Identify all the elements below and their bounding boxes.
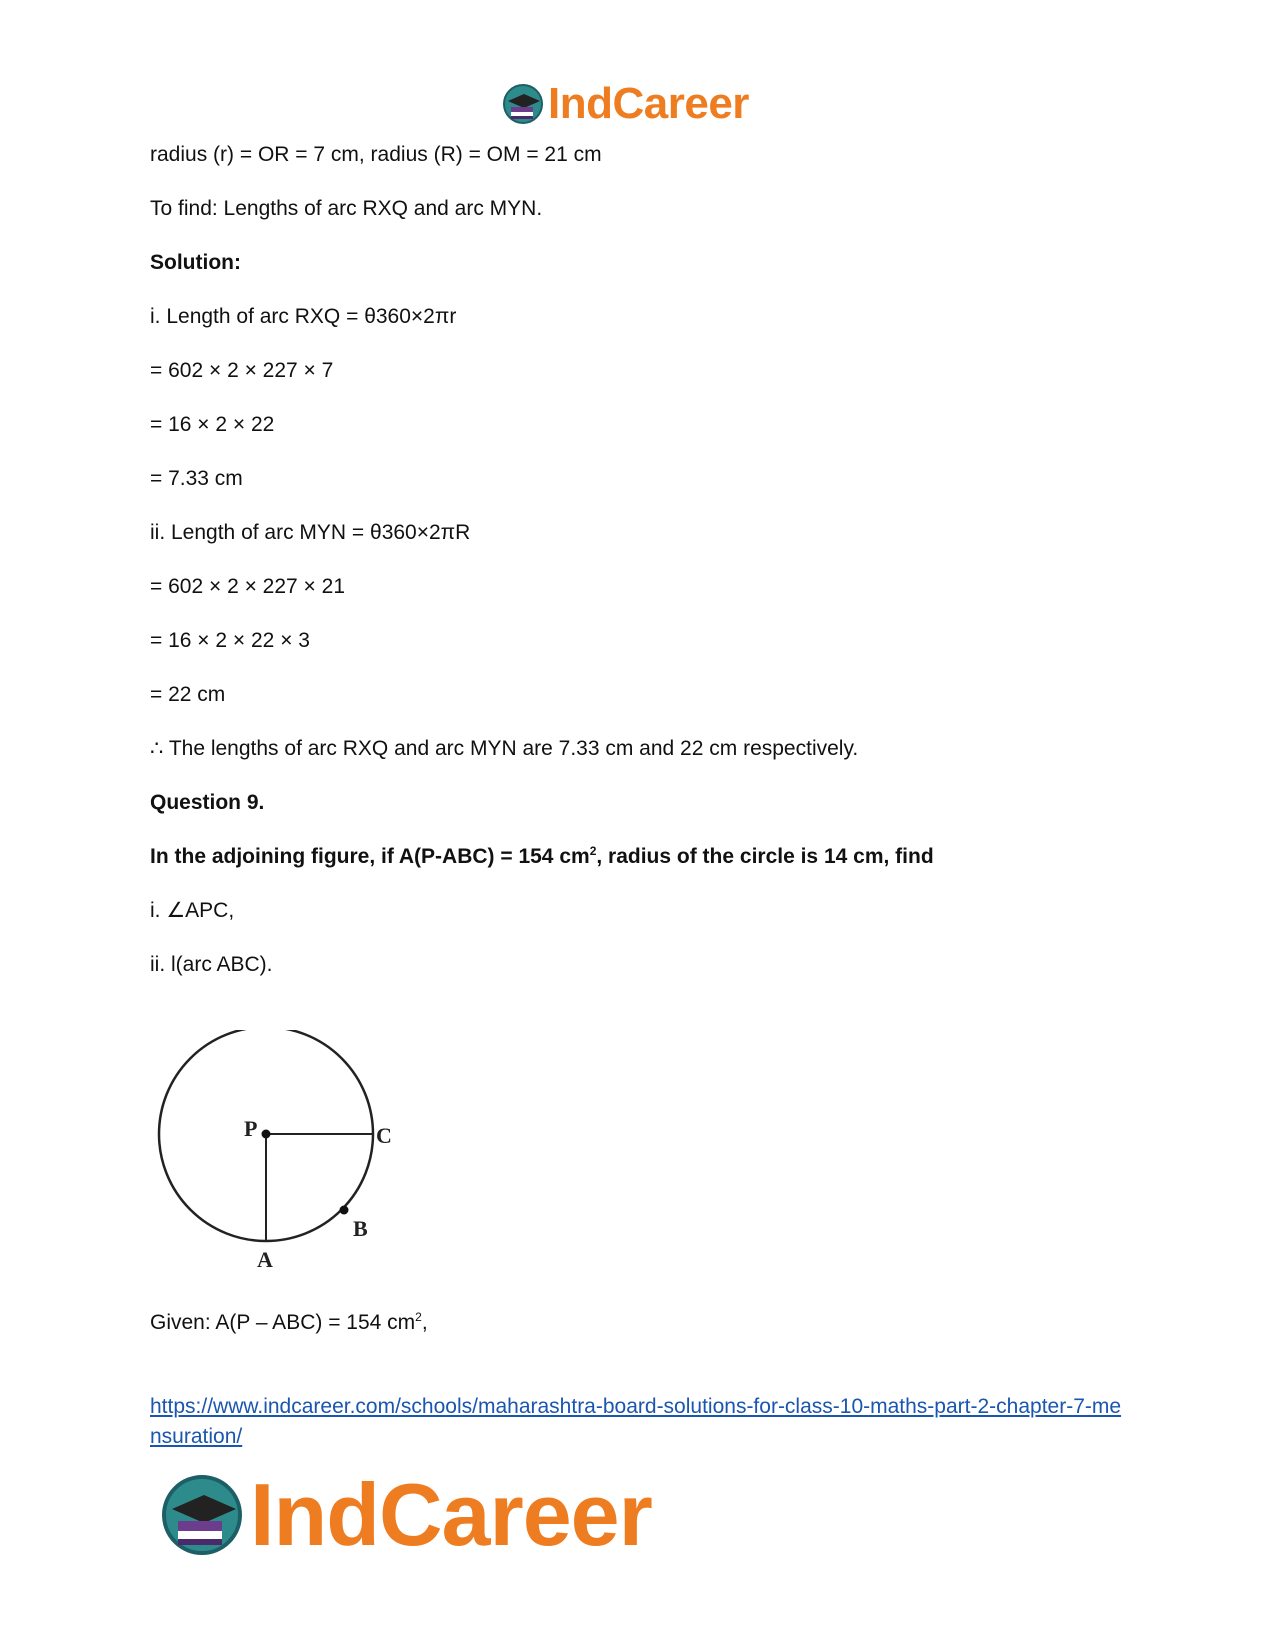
label-c: C (376, 1123, 392, 1148)
arc-myn-formula: ii. Length of arc MYN = θ360×2πR (150, 521, 471, 544)
arc-myn-step-1: = 602 × 2 × 227 × 21 (150, 575, 346, 598)
label-b: B (353, 1216, 368, 1241)
question-9-superscript: 2 (589, 844, 597, 858)
given-area-text: Given: A(P – ABC) = 154 cm (150, 1311, 416, 1334)
arc-rxq-step-1: = 602 × 2 × 227 × 7 (150, 359, 334, 382)
solution-heading: Solution: (150, 251, 241, 274)
given-area-comma: , (421, 1311, 428, 1334)
header-logo-text: IndCareer (548, 79, 749, 128)
question-9-part-ii: ii. l(arc ABC). (150, 953, 273, 976)
question-9-heading: Question 9. (150, 791, 265, 814)
label-p: P (244, 1116, 258, 1141)
question-9-part-i: i. ∠APC, (150, 899, 235, 922)
question-9-text (150, 844, 934, 870)
conclusion-line: ∴ The lengths of arc RXQ and arc MYN are 7.33 cm and 22 cm respectively. (150, 737, 859, 760)
footer-logo (160, 1465, 700, 1565)
indcareer-globe-icon (502, 83, 544, 125)
center-point-p (262, 1130, 271, 1139)
arc-rxq-step-2: = 16 × 2 × 22 (150, 413, 275, 436)
arc-myn-result: = 22 cm (150, 683, 226, 706)
arc-rxq-result: = 7.33 cm (150, 467, 243, 490)
label-a: A (257, 1247, 273, 1270)
header-logo (502, 80, 782, 128)
question-9-text-part-1: In the adjoining figure, if A(P-ABC) = 154 cm (150, 845, 590, 868)
footer-logo-text: IndCareer (250, 1465, 652, 1564)
source-link[interactable]: https://www.indcareer.com/schools/maharashtra-board-solutions-for-class-10-maths-part-2-chapter-7-mensuration/ (150, 1395, 1122, 1448)
given-area-superscript: 2 (415, 1310, 422, 1324)
to-find-line: To find: Lengths of arc RXQ and arc MYN. (150, 197, 543, 220)
given-area-line (150, 1310, 428, 1336)
question-9-text-part-2: , radius of the circle is 14 cm, find (596, 845, 934, 868)
arc-myn-step-2: = 16 × 2 × 22 × 3 (150, 629, 310, 652)
given-radius-line: radius (r) = OR = 7 cm, radius (R) = OM = 21 cm (150, 143, 602, 166)
point-b (340, 1206, 349, 1215)
indcareer-globe-icon (160, 1473, 244, 1557)
circle-figure (150, 1030, 410, 1270)
arc-rxq-formula: i. Length of arc RXQ = θ360×2πr (150, 305, 457, 328)
